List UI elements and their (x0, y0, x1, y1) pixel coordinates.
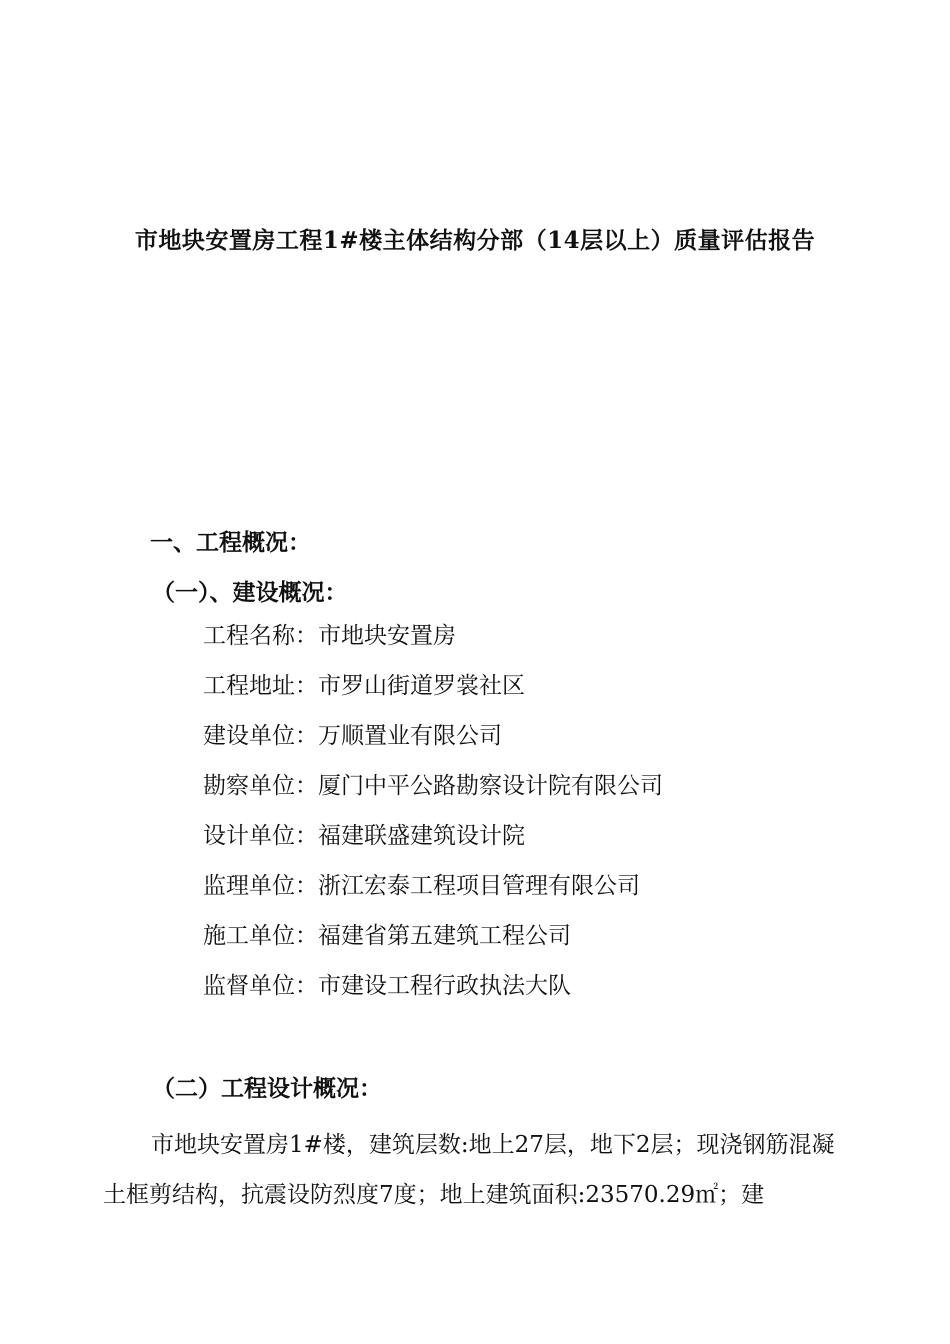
info-label: 设计单位 ： (203, 823, 318, 849)
info-item-developer (203, 720, 663, 770)
info-item-project-name (203, 620, 663, 670)
design-overview-paragraph: 市地块安置房1#楼，建筑层数:地上27层，地下2层；现浇钢筋混凝土框剪结构，抗震设防烈度7度；地上建筑面积:23570.29㎡；建 (103, 1132, 835, 1208)
info-value: 厦门中平公路勘察设计院有限公司 (318, 773, 663, 799)
document-title: 市地块安置房工程1#楼主体结构分部（14层以上）质量评估报告 (134, 227, 816, 254)
info-label: 工程地址 ： (203, 673, 318, 699)
info-item-oversight-unit (203, 970, 663, 1020)
info-label: 勘察单位 ： (203, 773, 318, 799)
section-heading-project-overview: 一、工程概况： (150, 529, 311, 556)
info-label: 监理单位 ： (203, 873, 318, 899)
subsection-heading-design-overview: （二）工程设计概况： (152, 1075, 382, 1102)
info-value: 福建省第五建筑工程公司 (318, 923, 571, 949)
info-value: 万顺置业有限公司 (318, 723, 502, 749)
info-value: 浙江宏泰工程项目管理有限公司 (318, 873, 640, 899)
info-label: 施工单位 ： (203, 923, 318, 949)
info-value: 福建联盛建筑设计院 (318, 823, 525, 849)
construction-info-list (203, 620, 663, 1020)
info-value: 市建设工程行政执法大队 (318, 973, 571, 999)
subsection-heading-construction-overview: （一）、建设概况： (152, 579, 348, 606)
info-label: 工程名称 ： (203, 623, 318, 649)
info-item-project-address (203, 670, 663, 720)
info-label: 建设单位 ： (203, 723, 318, 749)
info-value: 市罗山街道罗裳社区 (318, 673, 525, 699)
info-item-supervision-unit (203, 870, 663, 920)
info-item-construction-unit (203, 920, 663, 970)
info-item-design-unit (203, 820, 663, 870)
info-value: 市地块安置房 (318, 623, 456, 649)
info-label: 监督单位 ： (203, 973, 318, 999)
info-item-survey-unit (203, 770, 663, 820)
